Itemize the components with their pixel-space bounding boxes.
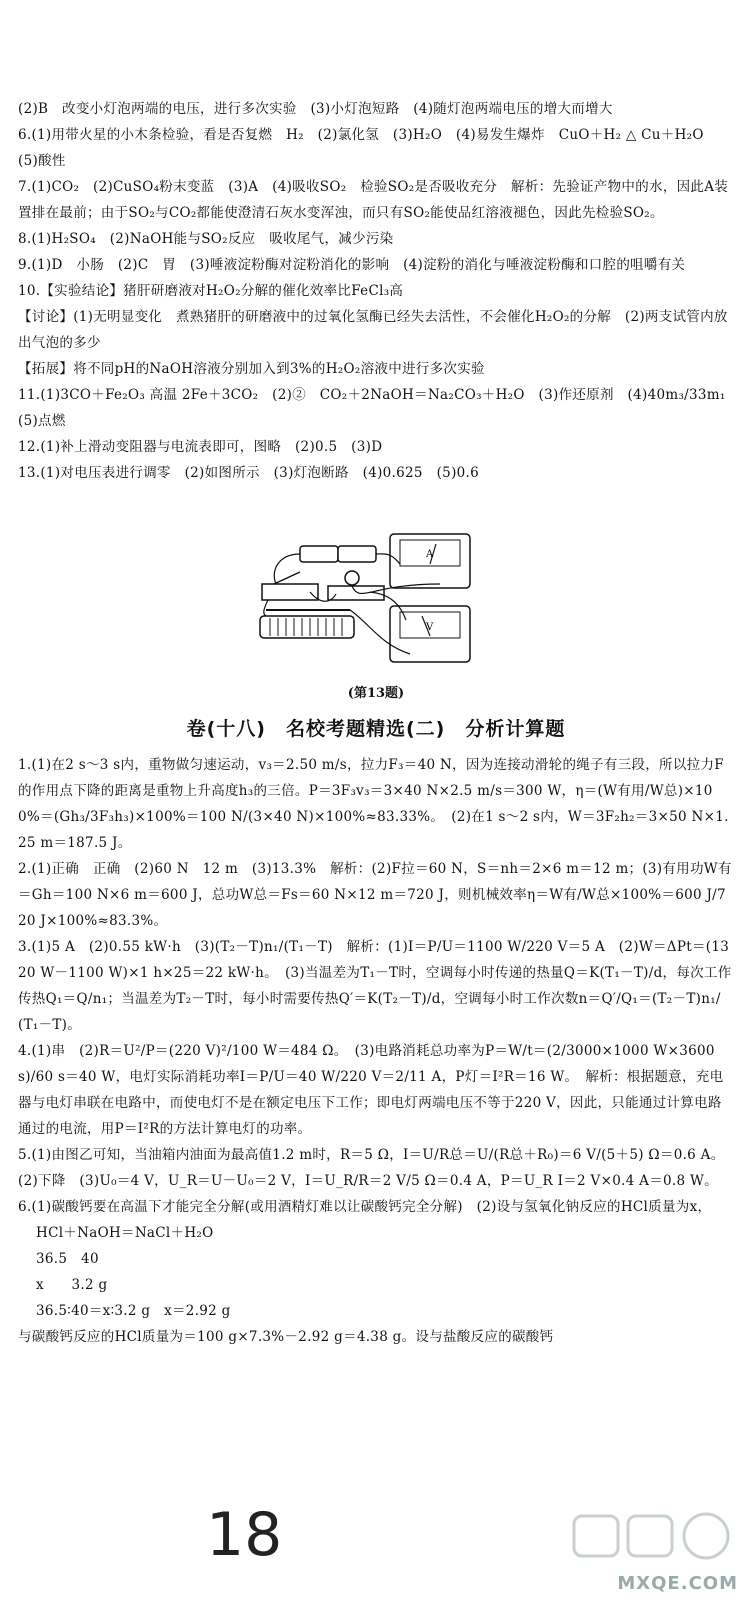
answer-8: 8.(1)H₂SO₄ (2)NaOH能与SO₂反应 吸收尾气，减少污染 [18,231,394,247]
molar-mass-line: 36.5 40 [36,1251,99,1267]
calc-answer-2: 2.(1)正确 正确 (2)60 N 12 m (3)13.3% 解析：(2)F拉＝60 N，S＝nh＝2×6 m＝12 m；(3)有用功W有＝Gh＝100 N×6 m＝600 J，总功W总＝Fs＝60 N×12 m＝720 J，则机械效率η＝W有/W总×100%＝600 J/720 J×100%≈83.3%。 [18,861,732,929]
answer-6: 6.(1)用带火星的小木条检验，看是否复燃 H₂ (2)氯化氢 (3)H₂O (4)易发生爆炸 CuO＋H₂ △ Cu＋H₂O (5)酸性 [18,127,718,169]
answer-13: 13.(1)对电压表进行调零 (2)如图所示 (3)灯泡断路 (4)0.625 (5)0.6 [18,465,479,481]
answer-7: 7.(1)CO₂ (2)CuSO₄粉末变蓝 (3)A (4)吸收SO₂ 检验SO₂是否吸收充分 解析：先验证产物中的水，因此A装置排在最前；由于SO₂与CO₂都能使澄清石灰水变浑浊，而只有SO₂能使品红溶液褪色，因此先检验SO₂。 [18,179,729,221]
answer-10-discussion: 【讨论】(1)无明显变化 煮熟猪肝的研磨液中的过氧化氢酶已经失去活性，不会催化H₂O₂的分解 (2)两支试管内放出气泡的多少 [18,309,728,351]
calc-answer-6: 6.(1)碳酸钙要在高温下才能完全分解(或用酒精灯难以让碳酸钙完全分解) (2)设与氢氧化钠反应的HCl质量为x， [18,1199,712,1215]
calc-answer-6-tail: 与碳酸钙反应的HCl质量为＝100 g×7.3%－2.92 g＝4.38 g。设与盐酸反应的碳酸钙 [18,1329,554,1345]
watermark-text: MXQE.COM [617,1573,738,1594]
calc-answer-3: 3.(1)5 A (2)0.55 kW·h (3)(T₂－T)n₁/(T₁－T) 解析：(1)I＝P/U＝1100 W/220 V＝5 A (2)W＝ΔPt＝(1320 W－1100 W)×1 h×25＝22 kW·h。 (3)当温差为T₁－T时，空调每小时传递的热量Q＝K(T₁－T)/d，每次工作传热Q₁＝Q/n₁；当温差为T₂－T时，每小时需要传热Q′＝K(T₂－T)/d，空调每小时工作次数n＝Q′/Q₁＝(T₂－T)n₁/(T₁－T)。 [18,939,732,1033]
calc-answer-4: 4.(1)串 (2)R＝U²/P＝(220 V)²/100 W＝484 Ω。 (3)电路消耗总功率为P＝W/t＝(2/3000×1000 W×3600 s)/60 s＝40 W，电灯实际消耗功率I＝P/U＝40 W/220 V＝2/11 A，P灯＝I²R＝16 W。 解析：根据题意，充电器与电灯串联在电路中，而使电灯不是在额定电压下工作；即电灯两端电压不等于220 V，因此，只能通过计算电路通过的电流，用P＝I²R的方法计算电灯的功率。 [18,1043,724,1137]
answer-5-tail: (2)B 改变小灯泡两端的电压，进行多次实验 (3)小灯泡短路 (4)随灯泡两端电压的增大而增大 [18,101,613,117]
answer-10-extension: 【拓展】将不同pH的NaOH溶液分别加入到3%的H₂O₂溶液中进行多次实验 [18,361,485,377]
svg-text:V: V [426,622,434,633]
answers-bottom [18,752,734,1350]
svg-text:A: A [426,549,434,560]
calc-answer-1: 1.(1)在2 s～3 s内，重物做匀速运动，v₃＝2.50 m/s，拉力F₃＝40 N，因为连接动滑轮的绳子有三段，所以拉力F的作用点下降的距离是重物上升高度h₃的三倍。P＝3F₃v₃＝3×40 N×2.5 m/s＝300 W，η＝(W有用/W总)×100%＝(Gh₃/3F₃h₃)×100%＝100 N/(3×40 N)×100%≈83.33%。 (2)在1 s～2 s内，W＝3F₂h₂＝3×50 N×1.25 m＝187.5 J。 [18,757,729,851]
unknown-line: x 3.2 g [36,1277,108,1293]
answers-top [18,96,740,486]
answer-9: 9.(1)D 小肠 (2)C 胃 (3)唾液淀粉酶对淀粉消化的影响 (4)淀粉的消化与唾液淀粉酶和口腔的咀嚼有关 [18,257,686,273]
answer-11: 11.(1)3CO＋Fe₂O₃ 高温 2Fe＋3CO₂ (2)② CO₂＋2NaOH＝Na₂CO₃＋H₂O (3)作还原剂 (4)40m₃/33m₁ (5)点燃 [18,387,740,429]
answer-10-conclusion: 10.【实验结论】猪肝研磨液对H₂O₂分解的催化效率比FeCl₃高 [18,283,404,299]
equation-line: HCl＋NaOH＝NaCl＋H₂O [36,1225,214,1241]
circuit-figure [240,524,515,674]
section-heading: 卷(十八) 名校考题精选(二) 分析计算题 [186,718,566,740]
ratio-line: 36.5∶40＝x∶3.2 g x＝2.92 g [36,1303,231,1319]
page-number: 18 [206,1500,283,1570]
calc-answer-5: 5.(1)由图乙可知，当油箱内油面为最高值1.2 m时，R＝5 Ω，I＝U/R总＝U/(R总＋R₀)＝6 V/(5＋5) Ω＝0.6 A。 (2)下降 (3)U₀＝4 V，U_R＝U－U₀＝2 V，I＝U_R/R＝2 V/5 Ω＝0.4 A，P＝U_R I＝2 V×0.4 A＝0.8 W。 [18,1147,732,1189]
figure-caption: (第13题) [347,686,405,701]
answer-12: 12.(1)补上滑动变阻器与电流表即可，图略 (2)0.5 (3)D [18,439,383,455]
